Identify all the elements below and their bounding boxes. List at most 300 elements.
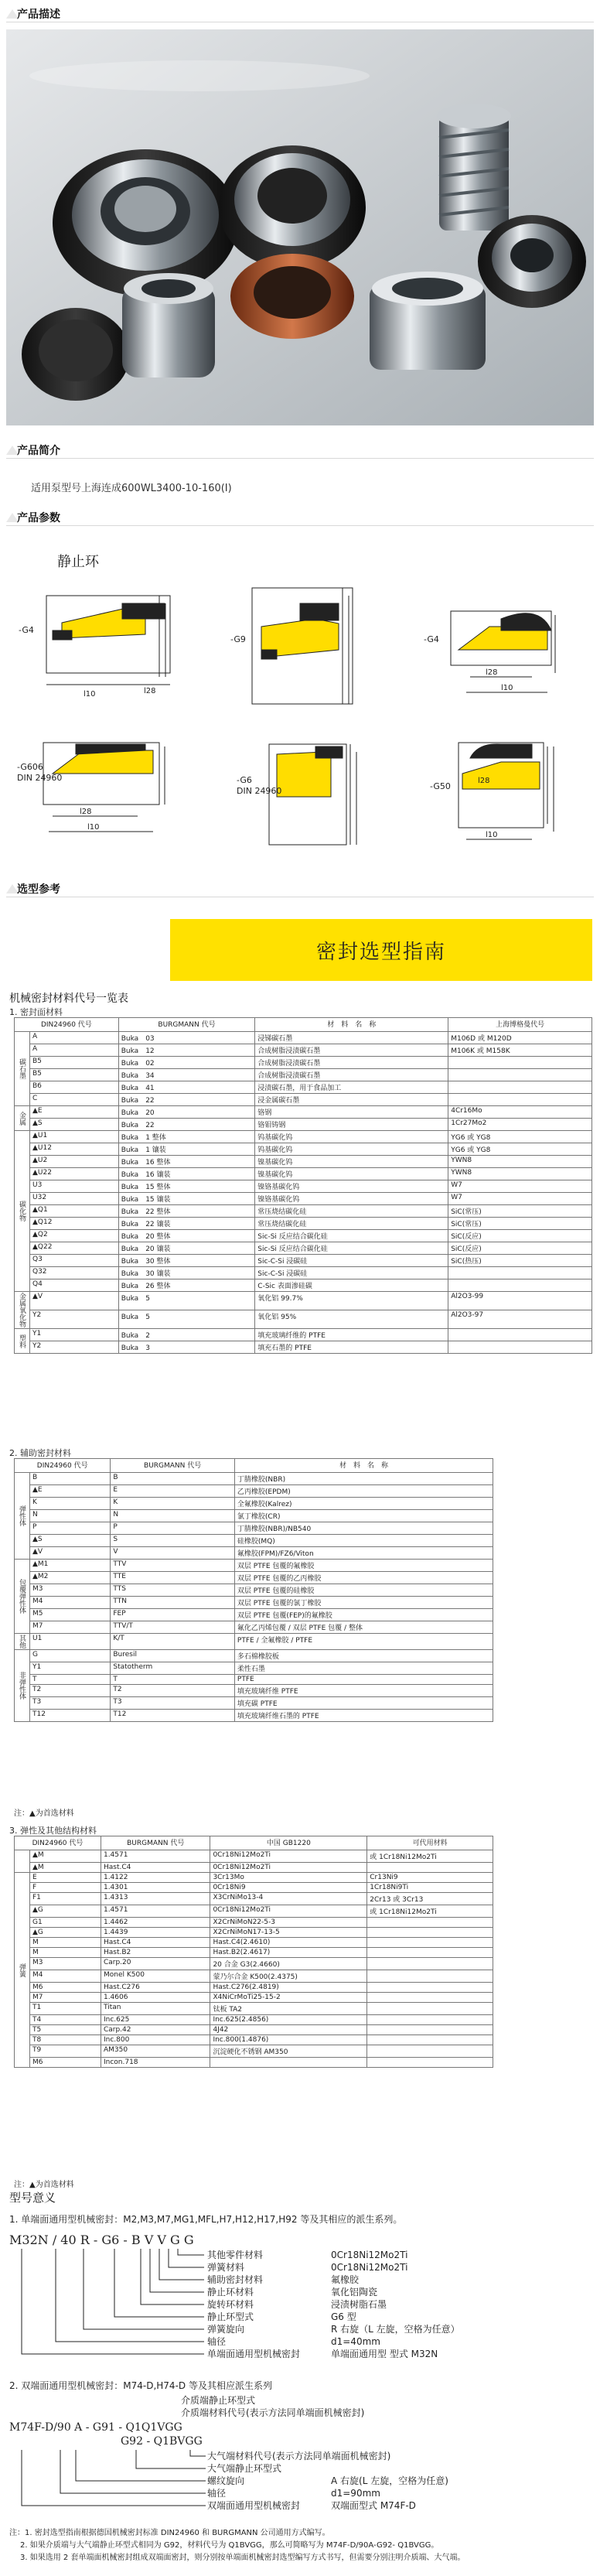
model-item-value: G6 型 <box>331 2311 356 2322</box>
single-seal-code: M32N / 40 R - G6 - B V V G G <box>9 2233 194 2247</box>
table-cell: Hast.C4 <box>101 1863 210 1873</box>
table-cell: 1Cr27Mo2 <box>448 1119 592 1131</box>
table-row <box>15 1032 592 1044</box>
table-row <box>15 1156 592 1168</box>
model-item-label: 大气端材料代号(表示方法同单端面机械密封) <box>207 2451 391 2462</box>
table-cell: 1Cr18Ni9Ti <box>367 1883 493 1893</box>
table-row <box>15 1873 493 1883</box>
table-row <box>15 1057 592 1069</box>
table-row <box>15 1180 592 1193</box>
table-cell: ▲V <box>30 1547 111 1560</box>
table2-note: 注：▲为首选材料 <box>14 1809 74 1818</box>
table-row <box>15 1928 493 1938</box>
table-cell: M6 <box>30 1983 101 1993</box>
seal-selection-guide <box>6 913 594 2576</box>
diagram-label: -G606 <box>17 762 43 772</box>
table-cell: F1 <box>30 1893 101 1905</box>
table-cell: N <box>111 1510 235 1522</box>
table-cell: 丁腈橡胶(NBR) <box>234 1473 493 1485</box>
svg-text:l28: l28 <box>144 687 156 695</box>
table-cell: K <box>30 1498 111 1510</box>
table-cell <box>367 1983 493 1993</box>
table-cell <box>367 1938 493 1948</box>
stationary-ring-diagrams <box>6 542 594 866</box>
guide-banner <box>170 919 592 981</box>
table-cell: 氧化铝 95% <box>255 1310 448 1329</box>
table-cell: 氧化铝 99.7% <box>255 1292 448 1310</box>
table-row <box>15 1938 493 1948</box>
table-cell: 铬钼铸钢 <box>255 1119 448 1131</box>
table-cell: ▲U22 <box>30 1168 119 1180</box>
table-cell: 镍基碳化钨 <box>255 1168 448 1180</box>
table-cell: ▲E <box>30 1485 111 1498</box>
table-cell: P <box>30 1522 111 1535</box>
table-cell: Hast.C4(2.4610) <box>210 1938 367 1948</box>
table-cell: G1 <box>30 1918 101 1928</box>
table-row <box>15 1685 493 1697</box>
table-row <box>15 1905 493 1918</box>
section-title: 产品简介 <box>17 445 60 457</box>
table-cell: T9 <box>30 2045 101 2058</box>
table-cell: T2 <box>30 1685 111 1697</box>
col-header: 中国 GB1220 <box>210 1836 367 1850</box>
table-row <box>15 1218 592 1230</box>
table-row <box>15 2015 493 2025</box>
table-cell: Cr13Ni9 <box>367 1873 493 1883</box>
table-row <box>15 1993 493 2003</box>
table-cell: B5 <box>30 1069 119 1081</box>
table-cell <box>367 2025 493 2035</box>
table-cell: 合成树脂浸渍碳石墨 <box>255 1044 448 1057</box>
table-cell: Buka 22 <box>118 1094 255 1106</box>
svg-text:l28: l28 <box>80 808 92 816</box>
table-cell <box>367 2015 493 2025</box>
table-row <box>15 1205 592 1218</box>
table-cell: 浸渍碳石墨，用于食品加工 <box>255 1081 448 1094</box>
table-cell: 合成树脂浸渍碳石墨 <box>255 1057 448 1069</box>
table-row <box>15 1143 592 1156</box>
table-cell: PTFE <box>234 1675 493 1685</box>
table-cell: 氟橡胶(FPM)/FZ6/Viton <box>234 1547 493 1560</box>
table-cell: 0Cr18Ni12Mo2Ti <box>210 1863 367 1873</box>
table-cell: 填充玻璃纤维 PTFE <box>234 1685 493 1697</box>
model-item-value: R 右旋（L 左旋，空格为任意） <box>331 2324 460 2335</box>
table-cell: U32 <box>30 1193 119 1205</box>
table-cell: B <box>111 1473 235 1485</box>
section-header-select <box>6 878 594 901</box>
table-cell: Q32 <box>30 1267 119 1279</box>
svg-text:l28: l28 <box>478 777 490 785</box>
table-cell: ▲S <box>30 1119 119 1131</box>
table-cell: 丁腈橡胶(NBR)/NB540 <box>234 1522 493 1535</box>
divider <box>6 458 594 459</box>
intro-text: 适用泵型号上海连成600WL3400-10-160(I) <box>31 483 232 494</box>
table-cell: 钛板 TA2 <box>210 2003 367 2015</box>
table-cell: C <box>30 1094 119 1106</box>
table-cell <box>367 2045 493 2058</box>
table-cell: X3CrNiMo13-4 <box>210 1893 367 1905</box>
table-row <box>15 1310 592 1329</box>
spring-material-table <box>14 1836 493 2068</box>
table-cell: 3Cr13Mo <box>210 1873 367 1883</box>
table-row <box>15 1983 493 1993</box>
table-cell: 浸锑碳石墨 <box>255 1032 448 1044</box>
table-cell: 1.4313 <box>101 1893 210 1905</box>
table-cell: 镍铬基碳化钨 <box>255 1180 448 1193</box>
table-cell: A <box>30 1032 119 1044</box>
table-cell: M7 <box>30 1621 111 1634</box>
table-cell: T4 <box>30 2015 101 2025</box>
table-cell: T12 <box>30 1710 111 1722</box>
table-row <box>15 1883 493 1893</box>
table-cell: 双层 PTFE 包覆的乙丙橡胶 <box>234 1572 493 1584</box>
model-item-label: 静止环材料 <box>207 2287 254 2298</box>
table-cell: Buka 22 镶装 <box>118 1218 255 1230</box>
table-cell: ▲U2 <box>30 1156 119 1168</box>
table-cell: 硅橡胶(MQ) <box>234 1535 493 1547</box>
table-cell: Al2O3-97 <box>448 1310 592 1329</box>
table-cell: 双层 PTFE 包覆(FEP)的氟橡胶 <box>234 1609 493 1621</box>
table-cell: 1.4301 <box>101 1883 210 1893</box>
table-cell: Y2 <box>30 1341 119 1354</box>
group-label: 金属 <box>15 1106 30 1131</box>
table-cell: 氯丁橡胶(CR) <box>234 1510 493 1522</box>
group-label: 弹性体 <box>15 1473 30 1560</box>
table-cell <box>448 1069 592 1081</box>
model-item-label: 大气端静止环型式 <box>207 2463 282 2474</box>
table-row <box>15 1597 493 1609</box>
table-cell: Buka 5 <box>118 1310 255 1329</box>
table-cell: 1.4122 <box>101 1873 210 1883</box>
table-row <box>15 1697 493 1710</box>
table-cell: SiC(常压) <box>448 1218 592 1230</box>
table-cell: Inc.625 <box>101 2015 210 2025</box>
model-item-value: 双端面型式 M74F-D <box>331 2500 416 2511</box>
model-item-label: 弹簧旋向 <box>207 2324 245 2335</box>
table-cell: ▲Q1 <box>30 1205 119 1218</box>
table-cell: ▲U1 <box>30 1131 119 1143</box>
table-cell: 双层 PTFE 包覆的氯丁橡胶 <box>234 1597 493 1609</box>
table-cell: Buka 12 <box>118 1044 255 1057</box>
table-cell: ▲M <box>30 1863 101 1873</box>
table-cell: Buka 5 <box>118 1292 255 1310</box>
table-row <box>15 1560 493 1572</box>
double-seal-title: 2. 双端面通用型机械密封：M74-D,H74-D 等及其相应派生系列 <box>9 2380 272 2391</box>
double-seal-top-item: 介质端静止环型式 <box>181 2395 256 2406</box>
table-cell: W7 <box>448 1180 592 1193</box>
svg-text:l28: l28 <box>486 668 498 677</box>
table-row <box>15 1168 592 1180</box>
model-item-label: 其他零件材料 <box>207 2250 264 2260</box>
table-row <box>15 1510 493 1522</box>
model-item-label: 静止环型式 <box>207 2311 254 2322</box>
table-cell: 浸金属碳石墨 <box>255 1094 448 1106</box>
table-cell: Titan <box>101 2003 210 2015</box>
table-cell: M3 <box>30 1584 111 1597</box>
table-cell: B6 <box>30 1081 119 1094</box>
table-cell <box>367 1863 493 1873</box>
table-cell: T1 <box>30 2003 101 2015</box>
table-cell: Q4 <box>30 1279 119 1292</box>
single-seal-title: 1. 单端面通用型机械密封：M2,M3,M7,MG1,MFL,H7,H12,H17,H92 等及其相应的派生系列。 <box>9 2214 403 2225</box>
table-cell: TTN <box>111 1597 235 1609</box>
table-cell: Buka 22 <box>118 1119 255 1131</box>
table-row <box>15 1893 493 1905</box>
banner-title: 密封选型指南 <box>315 941 446 964</box>
table-cell: 0Cr18Ni9 <box>210 1883 367 1893</box>
table-row <box>15 1329 592 1341</box>
model-item-value: 0Cr18Ni12Mo2Ti <box>331 2262 408 2273</box>
table-cell: Sic-Si 反应结合碳化硅 <box>255 1230 448 1242</box>
table-cell: Buka 03 <box>118 1032 255 1044</box>
diagram-label: -G6 <box>237 775 252 785</box>
table-cell: Buka 30 整体 <box>118 1255 255 1267</box>
table-cell: 20 合金 G3(2.4660) <box>210 1958 367 1970</box>
table-cell: Buka 30 镶装 <box>118 1267 255 1279</box>
table-row <box>15 1535 493 1547</box>
table-cell: 沉淀硬化不锈钢 AM350 <box>210 2045 367 2058</box>
table-cell <box>367 2058 493 2068</box>
section-title: 产品描述 <box>17 9 60 21</box>
table-row <box>15 1634 493 1650</box>
table-cell: C-Sic 表面渗硅碳 <box>255 1279 448 1292</box>
table-cell: K/T <box>111 1634 235 1650</box>
table-row <box>15 1131 592 1143</box>
table-cell <box>210 2058 367 2068</box>
table-row <box>15 1242 592 1255</box>
table-cell: Q3 <box>30 1255 119 1267</box>
table-cell: 1.4571 <box>101 1905 210 1918</box>
table-cell: ▲G <box>30 1928 101 1938</box>
table-cell: T12 <box>111 1710 235 1722</box>
table-cell: M <box>30 1938 101 1948</box>
section-title: 产品参数 <box>17 512 60 524</box>
model-item-value: d1=90mm <box>331 2488 380 2499</box>
diagram-label: -G4 <box>424 634 439 644</box>
diagram-label: -G50 <box>430 781 451 791</box>
table3-note: 注：▲为首选材料 <box>14 2181 74 2189</box>
table-cell: F <box>30 1883 101 1893</box>
table-cell: 4Cr16Mo <box>448 1106 592 1119</box>
svg-text:l10: l10 <box>501 684 513 692</box>
diagram-label: -G9 <box>230 634 246 644</box>
model-item-label: 轴径 <box>207 2336 227 2347</box>
table-row <box>15 1621 493 1634</box>
table-cell: 双层 PTFE 包覆的硅橡胶 <box>234 1584 493 1597</box>
table-cell: YG6 或 YG8 <box>448 1143 592 1156</box>
section-title: 选型参考 <box>17 883 60 896</box>
table-cell: G <box>30 1650 111 1662</box>
table-cell <box>367 1948 493 1958</box>
model-meaning-title: 型号意义 <box>9 2191 56 2205</box>
table-cell: 镍铬基碳化钨 <box>255 1193 448 1205</box>
table-cell <box>448 1341 592 1354</box>
table-cell: M6 <box>30 2058 101 2068</box>
table-cell: 常压烧结碳化硅 <box>255 1218 448 1230</box>
table-row <box>15 1119 592 1131</box>
table-cell: 氟化乙丙烯包覆 / 双层 PTFE 包覆 / 整体 <box>234 1621 493 1634</box>
table-row <box>15 1069 592 1081</box>
table-cell: Buka 26 整体 <box>118 1279 255 1292</box>
table-cell: YG6 或 YG8 <box>448 1131 592 1143</box>
table-cell: 多石棉橡胶板 <box>234 1650 493 1662</box>
table-cell: ▲Q2 <box>30 1230 119 1242</box>
table-cell: M5 <box>30 1609 111 1621</box>
col-header: 可代用材料 <box>367 1836 493 1850</box>
table-cell: T <box>111 1675 235 1685</box>
table-cell: ▲M1 <box>30 1560 111 1572</box>
table-cell: M3 <box>30 1958 101 1970</box>
table-row <box>15 1485 493 1498</box>
model-item-label: 螺纹旋向 <box>207 2475 245 2486</box>
table-cell: E <box>111 1485 235 1498</box>
table-cell: T5 <box>30 2025 101 2035</box>
footnote: 2. 如果介质端与大气端静止环型式相同为 G92，材料代号为 Q1BVGG，那么可简略写为 M74F-D/90A-G92- Q1BVGG。 <box>20 2541 439 2550</box>
table-row <box>15 1850 493 1863</box>
group-label <box>15 1850 30 1873</box>
table-cell: Al2O3-99 <box>448 1292 592 1310</box>
table-cell: Hast.C4 <box>101 1938 210 1948</box>
table-cell: Buka 1 镶装 <box>118 1143 255 1156</box>
table-cell: ▲G <box>30 1905 101 1918</box>
table-cell: M <box>30 1948 101 1958</box>
table-cell <box>367 2003 493 2015</box>
table-cell: Carp.20 <box>101 1958 210 1970</box>
table-cell: Buka 20 整体 <box>118 1230 255 1242</box>
table-cell: B5 <box>30 1057 119 1069</box>
table-cell: U3 <box>30 1180 119 1193</box>
table-cell: YWN8 <box>448 1156 592 1168</box>
table-cell: 乙丙橡胶(EPDM) <box>234 1485 493 1498</box>
table-row <box>15 1609 493 1621</box>
table-cell: ▲S <box>30 1535 111 1547</box>
table-cell <box>367 1993 493 2003</box>
table-cell: Buka 2 <box>118 1329 255 1341</box>
table-cell: M7 <box>30 1993 101 2003</box>
table-cell: Buka 15 镶装 <box>118 1193 255 1205</box>
footnote: 注：1. 密封选型指南根据德国机械密封标准 DIN24960 和 BURGMANN 公司通用方式编写。 <box>9 2529 330 2537</box>
table-cell: 2Cr13 或 3Cr13 <box>367 1893 493 1905</box>
table-cell: ▲Q22 <box>30 1242 119 1255</box>
model-item-value: 氟橡胶 <box>331 2274 360 2285</box>
table-cell: Hast.C276(2.4819) <box>210 1983 367 1993</box>
table-row <box>15 1255 592 1267</box>
table-cell: Hast.C276 <box>101 1983 210 1993</box>
table-cell: Hast.B2(2.4617) <box>210 1948 367 1958</box>
table-cell: T3 <box>111 1697 235 1710</box>
table-row <box>15 1948 493 1958</box>
table-cell <box>367 1958 493 1970</box>
table-row <box>15 1584 493 1597</box>
table-cell: T8 <box>30 2035 101 2045</box>
table-cell: AM350 <box>101 2045 210 2058</box>
table-cell: M4 <box>30 1597 111 1609</box>
table-cell: Sic-Si 反应结合碳化硅 <box>255 1242 448 1255</box>
table-row <box>15 1958 493 1970</box>
table-cell: S <box>111 1535 235 1547</box>
table-cell: T2 <box>111 1685 235 1697</box>
table-cell: SiC(反应) <box>448 1242 592 1255</box>
table-cell: W7 <box>448 1193 592 1205</box>
table-row <box>15 2003 493 2015</box>
table-row <box>15 1292 592 1310</box>
group-label: 金属氧化物 <box>15 1292 30 1329</box>
table-row <box>15 1498 493 1510</box>
table-cell: Monel K500 <box>101 1970 210 1983</box>
table-cell: 1.4462 <box>101 1918 210 1928</box>
group-label: 塑料 <box>15 1329 30 1354</box>
table-cell: Statotherm <box>111 1662 235 1675</box>
table-row <box>15 1863 493 1873</box>
diagram-label: DIN 24960 <box>237 786 282 796</box>
table-cell: ▲M2 <box>30 1572 111 1584</box>
table-cell: Buka 1 整体 <box>118 1131 255 1143</box>
table-cell: 0Cr18Ni12Mo2Ti <box>210 1905 367 1918</box>
table-cell: V <box>111 1547 235 1560</box>
table-cell: 钨基碳化钨 <box>255 1131 448 1143</box>
table3-title: 3. 弹性及其他结构材料 <box>9 1826 97 1836</box>
model-item-value: 浸渍树脂石墨 <box>331 2299 387 2310</box>
table-cell: 1.4606 <box>101 1993 210 2003</box>
table-cell: 镍基碳化钨 <box>255 1156 448 1168</box>
table-cell: X4NiCrMoTi25-15-2 <box>210 1993 367 2003</box>
table-cell: Y1 <box>30 1662 111 1675</box>
model-item-value: 氧化铝陶瓷 <box>331 2287 378 2298</box>
table-cell: TTS <box>111 1584 235 1597</box>
model-item-value: A 右旋(L 左旋，空格为任意) <box>331 2475 448 2486</box>
table-row <box>15 1675 493 1685</box>
table-cell: Buka 34 <box>118 1069 255 1081</box>
table-cell: M106K 或 M158K <box>448 1044 592 1057</box>
table-cell: 或 1Cr18Ni12Mo2Ti <box>367 1850 493 1863</box>
table-cell: T <box>30 1675 111 1685</box>
table-row <box>15 1522 493 1535</box>
table-cell: Inc.800(1.4876) <box>210 2035 367 2045</box>
table-row <box>15 1662 493 1675</box>
section-header-intro <box>6 439 594 463</box>
group-label: 非弹性体 <box>15 1650 30 1722</box>
table-cell: Y1 <box>30 1329 119 1341</box>
table-cell <box>367 1928 493 1938</box>
table-cell: SiC(热压) <box>448 1255 592 1267</box>
table-row <box>15 1044 592 1057</box>
table-cell: Buka 15 整体 <box>118 1180 255 1193</box>
table-cell: Inc.625(2.4856) <box>210 2015 367 2025</box>
table-cell: ▲U12 <box>30 1143 119 1156</box>
group-label: 碳化物 <box>15 1131 30 1292</box>
table-cell: P <box>111 1522 235 1535</box>
model-item-label: 弹簧材料 <box>207 2262 245 2273</box>
table-cell: 填充碳 PTFE <box>234 1697 493 1710</box>
group-label: 碳石墨 <box>15 1032 30 1106</box>
diagram-label: -G4 <box>19 625 34 635</box>
table-row <box>15 1081 592 1094</box>
table-cell: Incon.718 <box>101 2058 210 2068</box>
table-row <box>15 1267 592 1279</box>
table-cell: 填充玻璃纤维石墨的 PTFE <box>234 1710 493 1722</box>
table-cell: TTE <box>111 1572 235 1584</box>
table-cell: 双层 PTFE 包覆的氟橡胶 <box>234 1560 493 1572</box>
table-cell: T3 <box>30 1697 111 1710</box>
table-cell: 1.4571 <box>101 1850 210 1863</box>
table-cell: 铬钢 <box>255 1106 448 1119</box>
table-cell: 或 1Cr18Ni12Mo2Ti <box>367 1905 493 1918</box>
double-seal-top-item: 介质端材料代号(表示方法同单端面机械密封) <box>181 2407 365 2418</box>
section-header-desc <box>6 3 594 26</box>
table-cell: Buka 22 整体 <box>118 1205 255 1218</box>
table-cell: ▲M <box>30 1850 101 1863</box>
col-header: BURGMANN 代号 <box>118 1018 255 1032</box>
